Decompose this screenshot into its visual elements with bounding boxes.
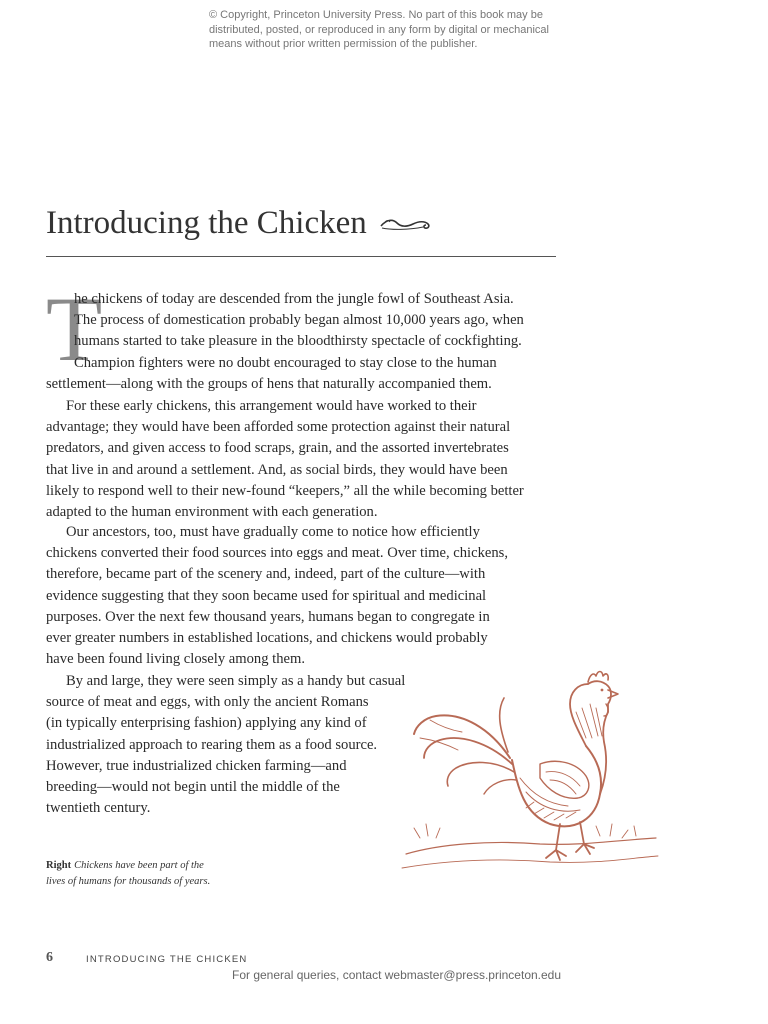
- text-line: Champion fighters were no doubt encouraged to stay close to the human: [74, 354, 497, 371]
- paragraph-4: [46, 671, 405, 819]
- text-line: likely to respond well to their new-found “keepers,” all the while becoming better: [46, 482, 524, 499]
- chapter-title: Introducing the Chicken: [46, 205, 367, 241]
- figure-caption: [46, 858, 210, 890]
- text-line: breeding—would not begin until the middle of the: [46, 779, 340, 796]
- paragraph-2: [46, 396, 524, 523]
- text-line: ever greater numbers in established locations, and chickens would probably: [46, 630, 488, 647]
- text-line: source of meat and eggs, with only the ancient Romans: [46, 694, 369, 711]
- text-line: Our ancestors, too, must have gradually come to notice how efficiently: [66, 524, 480, 540]
- text-line: adapted to the human environment with each generation.: [46, 504, 378, 521]
- text-line: By and large, they were seen simply as a handy but casual: [66, 673, 406, 689]
- text-line: that live in and around a settlement. And, as social birds, they would have been: [46, 461, 508, 478]
- caption-text: Chickens have been part of the: [74, 860, 204, 871]
- heading-rule: [46, 256, 556, 257]
- running-head: INTRODUCING THE CHICKEN: [86, 954, 248, 965]
- caption-text: lives of humans for thousands of years.: [46, 876, 211, 887]
- text-line: he chickens of today are descended from the jungle fowl of Southeast Asia.: [74, 291, 514, 307]
- contact-note: For general queries, contact webmaster@press.princeton.edu: [232, 968, 562, 982]
- text-line: evidence suggesting that they soon became used for spiritual and medicinal: [46, 587, 487, 604]
- text-line: advantage; they would have been afforded some protection against their natural: [46, 419, 511, 436]
- drop-cap: T: [46, 278, 103, 380]
- text-line: predators, and given access to food scraps, grain, and the assorted invertebrates: [46, 440, 509, 457]
- page-number: 6: [46, 950, 53, 965]
- text-line: industrialized approach to rearing them as a food source.: [46, 736, 378, 753]
- text-line: chickens converted their food sources into eggs and meat. Over time, chickens,: [46, 545, 508, 562]
- text-line: humans started to take pleasure in the bloodthirsty spectacle of cockfighting.: [74, 333, 522, 350]
- text-line: have been found living closely among them.: [46, 651, 305, 668]
- flourish-ornament-icon: [379, 215, 431, 233]
- text-line: settlement—along with the groups of hens that naturally accompanied them.: [46, 375, 492, 392]
- rooster-illustration: [400, 668, 662, 892]
- chapter-heading: [46, 203, 556, 243]
- text-line: For these early chickens, this arrangement would have worked to their: [66, 398, 477, 414]
- text-line: However, true industrialized chicken farming—and: [46, 757, 347, 774]
- paragraph-3: [46, 522, 508, 670]
- copyright-notice: © Copyright, Princeton University Press. No part of this book may be distributed, posted, or reproduced in any form by digital or mechanical means without prior written permission of the publisher.: [209, 9, 549, 50]
- text-line: The process of domestication probably began almost 10,000 years ago, when: [74, 312, 524, 329]
- caption-label: Right: [46, 860, 72, 871]
- text-line: twentieth century.: [46, 800, 151, 817]
- text-line: therefore, became part of the scenery and, indeed, part of the culture—with: [46, 566, 486, 583]
- paragraph-1: [46, 289, 524, 395]
- text-line: purposes. Over the next few thousand years, humans began to congregate in: [46, 608, 490, 625]
- text-line: (in typically enterprising fashion) applying any kind of: [46, 715, 367, 732]
